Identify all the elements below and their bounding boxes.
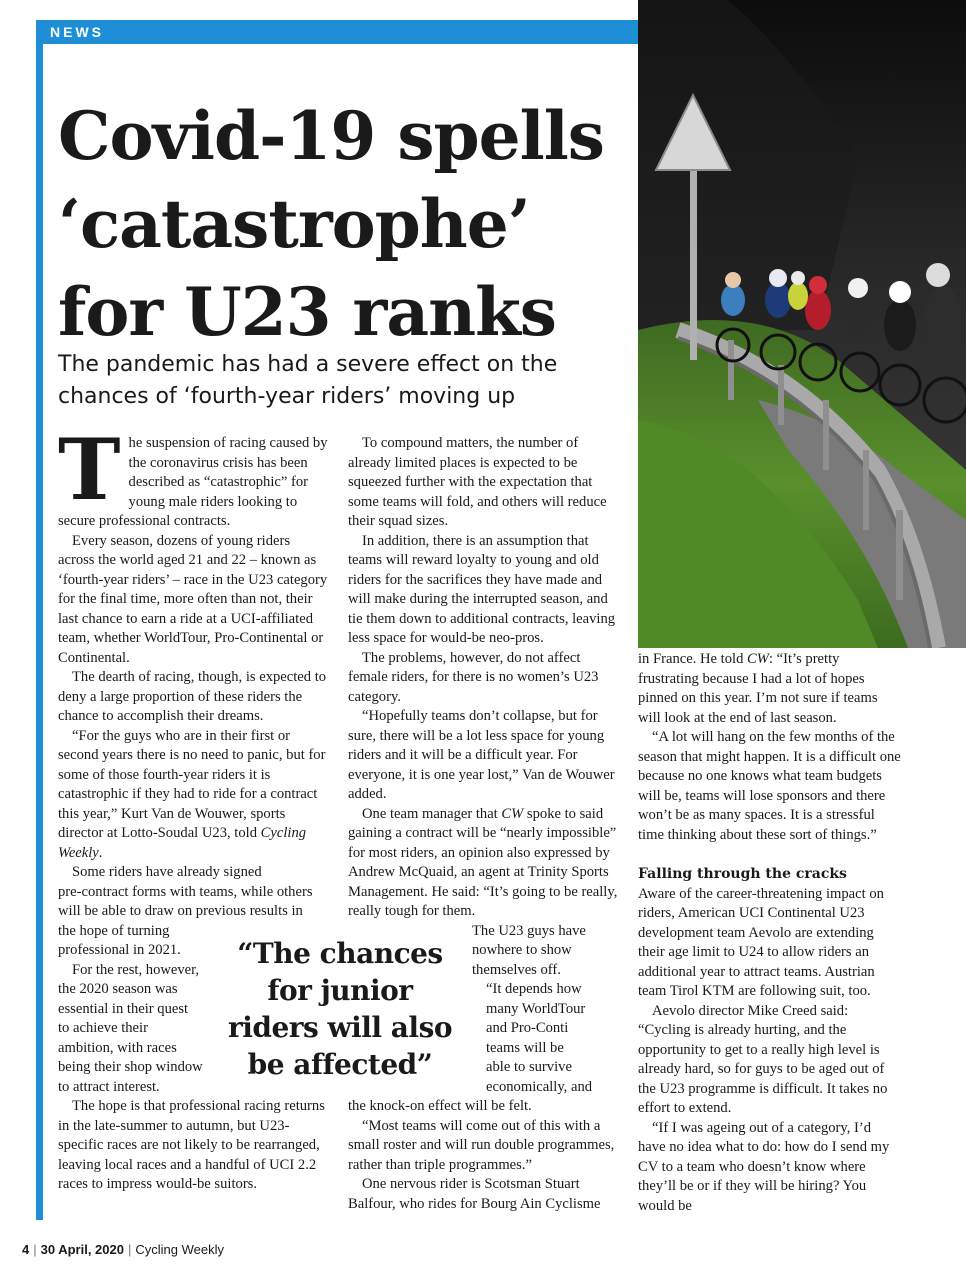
body-line: economically, and [486, 1078, 593, 1095]
body-text: in France. He told [638, 651, 748, 667]
body-line: ambition, with races [58, 1039, 177, 1056]
body-line: and Pro-Conti [486, 1020, 569, 1036]
body-line: professional in 2021. [58, 942, 181, 958]
body-paragraph [58, 727, 330, 864]
publication-title: Cycling Weekly [135, 1242, 224, 1257]
body-paragraph: “Hopefully teams don’t collapse, but for sure, there will be a lot less space for young riders and it will be a difficult year. For everyone, it is one year lost,” Van de Wouwer added. [348, 708, 615, 802]
pull-quote-line: “The chances [237, 937, 443, 970]
body-paragraph: Every season, dozens of young riders across the world aged 21 and 22 – known as ‘fourth-year riders’ – race in the U23 category for the final time, more often than not, their last chance to earn a ride at a UCI-affiliated team, whether WorldTour, Pro-Continental or Continental. [58, 532, 328, 666]
pull-quote-line: riders will also [227, 1011, 453, 1044]
body-line: many WorldTour [486, 1000, 586, 1017]
cycling-peloton-photo [638, 0, 966, 648]
body-line: the 2020 season was [58, 981, 178, 997]
headline-line: ‘catastrophe’ [58, 185, 530, 263]
pull-quote-line: for junior [267, 974, 413, 1007]
body-text: : “It’s pretty frustrating because I had a lot of hopes pinned on this year. I’m not sure if teams will look at the end of last season. [638, 651, 878, 726]
body-line: the hope of turning [58, 922, 170, 939]
body-paragraph: To compound matters, the number of already limited places is expected to be squeezed further with the expectation that some teams will fold, and others will reduce their squad sizes. [348, 435, 607, 529]
body-paragraph: The problems, however, do not affect female riders, for there is no women’s U23 category. [348, 649, 599, 705]
body-line: teams will be [486, 1039, 564, 1056]
drop-cap: T [58, 420, 121, 519]
page-number: 4 [22, 1242, 30, 1257]
body-line: themselves off. [472, 961, 561, 978]
publication-abbrev: CW [747, 651, 769, 667]
body-line: The U23 guys have [472, 922, 586, 939]
standfirst-line: chances of ‘fourth-year riders’ moving up [58, 384, 516, 409]
body-line: pre-contract forms with teams, while others [58, 883, 313, 900]
body-paragraph: In addition, there is an assumption that teams will reward loyalty to young and old riders for the sacrifices they have made and will make during the interrupted season, and tie them down to additional contracts, leaving less space for would-be neo-pros. [348, 532, 616, 646]
body-paragraph: the knock-on effect will be felt. [348, 1098, 532, 1114]
body-paragraph [638, 650, 902, 728]
lede-paragraph [58, 420, 330, 532]
folio-separator: | [127, 1242, 132, 1257]
body-line: essential in their quest [58, 1000, 189, 1017]
headline-line: Covid-19 spells [58, 97, 604, 175]
body-paragraph: The dearth of racing, though, is expected to deny a large proportion of these riders the chance to accomplish their dreams. [58, 669, 327, 724]
body-text: “For the guys who are in their first or second years there is no need to panic, but for some of those fourth-year riders it is catastrophic if they had to ride for a contract this year,” Kurt Van de Wouwer, sports director at Lotto-Soudal U23, told [58, 727, 326, 841]
body-line: to achieve their [58, 1020, 148, 1036]
body-paragraph: One nervous rider is Scotsman Stuart Balfour, who rides for Bourg Ain Cyclisme [348, 1176, 601, 1212]
body-line: able to survive [486, 1059, 572, 1075]
body-paragraph [348, 805, 620, 922]
body-column-2 [348, 434, 620, 1214]
folio [22, 1241, 224, 1259]
body-line: Some riders have already signed [72, 864, 262, 880]
body-line: being their shop window [58, 1059, 203, 1075]
section-tag: NEWS [50, 24, 104, 40]
body-column-3 [638, 650, 902, 1216]
body-paragraph: Aevolo director Mike Creed said: “Cycling is already hurting, and the opportunity to get to a really high level is already hard, so for guys to be aged out of the U23 programme is difficult. It takes no effort to extend. [638, 1002, 888, 1116]
body-paragraph: “Most teams will come out of this with a small roster and will run double programmes, rather than triple programmes.” [348, 1117, 615, 1173]
body-line: to attract interest. [58, 1078, 160, 1095]
body-paragraph: “A lot will hang on the few months of the season that might happen. It is a difficult one because no one knows what team budgets will be, teams will lose sponsors and there won’t be as many spaces. It is a stressful time thinking about these sort of things.” [638, 729, 901, 843]
crosshead: Falling through the cracks [638, 866, 847, 882]
body-text: spoke to said gaining a contract will be “nearly impossible” for most riders, an opinion also expressed by Andrew McQuaid, an agent at Trinity Sports Management. He said: “It’s going to be really, really tough for them. [348, 805, 618, 919]
body-line: “It depends how [486, 981, 582, 997]
body-line: For the rest, however, [72, 961, 200, 978]
standfirst [58, 349, 628, 413]
body-paragraph: Aware of the career-threatening impact on riders, American UCI Continental U23 development team Aevolo are extending their age limit to U24 to allow riders an additional year to attract teams. Austrian team Tirol KTM are following suit, too. [638, 885, 884, 999]
page-edge-rule [36, 20, 43, 1220]
lede-text: he suspension of racing caused by the coronavirus crisis has been described as “catastrophic” for young male riders looking to secure professional contracts. [58, 435, 328, 529]
publication-abbrev: CW [501, 805, 524, 822]
body-paragraph: “If I was ageing out of a category, I’d have no idea what to do: how do I send my CV to a team who doesn’t know where they’ll be or if they will be hiring? You would be [638, 1119, 890, 1214]
body-line: will be able to draw on previous results in [58, 903, 303, 919]
issue-date: 30 April, 2020 [40, 1242, 124, 1257]
standfirst-line: The pandemic has had a severe effect on the [58, 352, 558, 377]
publication-name: Cycling Weekly [58, 825, 307, 861]
body-text: . [98, 844, 103, 861]
pull-quote [224, 935, 456, 1083]
headline [58, 92, 638, 356]
body-text: One team manager that [362, 805, 502, 822]
body-line: nowhere to show [472, 942, 572, 958]
pull-quote-line: be affected” [247, 1048, 433, 1081]
body-paragraph: The hope is that professional racing returns in the late-summer to autumn, but U23-specific races are not likely to be rearranged, leaving local races and a handful of UCI 2.2 races to impress would-be suitors. [58, 1098, 325, 1192]
headline-line: for U23 ranks [58, 273, 556, 351]
folio-separator: | [33, 1242, 37, 1257]
